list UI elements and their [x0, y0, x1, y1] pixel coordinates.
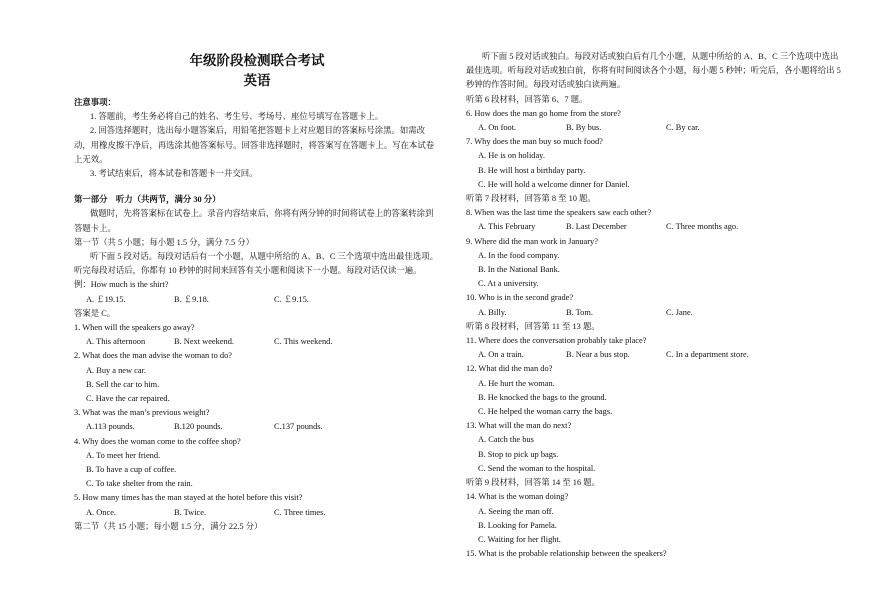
- option: A. In the food company.: [478, 250, 560, 260]
- option: B. He will host a birthday party.: [478, 165, 586, 175]
- question-1: 1. When will the speakers go away?: [74, 323, 195, 333]
- section2-instruction: 听下面 5 段对话或独白。每段对话或独白后有几个小题，从题中所给的 A、B、C 三个选项中选出最佳选项。听每段对话或独白前，你将有时间阅读各个小题，每小题 5 秒钟；听完后，各小题将给出 5 秒钟的作答时间。每段对话或独白读两遍。: [466, 52, 841, 90]
- option: C. This weekend.: [274, 337, 333, 347]
- option: B. Next weekend.: [174, 337, 235, 347]
- option: A. Billy.: [478, 307, 507, 317]
- question-8: 8. When was the last time the speakers saw each other?: [466, 208, 652, 218]
- material-6: 听第 6 段材料，回答第 6、7 题。: [466, 94, 588, 104]
- example-options: [74, 293, 440, 307]
- option: B. To have a cup of coffee.: [86, 465, 177, 475]
- question-11-options: [466, 348, 842, 362]
- option: A. On foot.: [478, 123, 517, 133]
- option: B. Tom.: [566, 307, 593, 317]
- note-item: 1. 答题前，考生务必将自己的姓名、考生号、考场号、座位号填写在答题卡上。: [90, 112, 384, 122]
- option: B. Stop to pick up bags.: [478, 449, 559, 459]
- material-9: 听第 9 段材料，回答第 14 至 16 题。: [466, 478, 600, 488]
- option: B. By bus.: [566, 123, 602, 133]
- question-6-options: [466, 121, 842, 135]
- material-8: 听第 8 段材料，回答第 11 至 13 题。: [466, 321, 600, 331]
- option: C. Have the car repaired.: [86, 394, 170, 404]
- question-1-options: [74, 335, 440, 349]
- section2-heading: 第二节（共 15 小题；每小题 1.5 分，满分 22.5 分）: [74, 521, 263, 531]
- right-column: [466, 50, 842, 561]
- option: C. At a university.: [478, 279, 539, 289]
- option: C. To take shelter from the rain.: [86, 479, 193, 489]
- option: C. Jane.: [666, 307, 693, 317]
- exam-title: 年级阶段检测联合考试: [189, 53, 325, 68]
- option: C.137 pounds.: [274, 422, 323, 432]
- option: B. ￡9.18.: [174, 294, 209, 304]
- question-11: 11. Where does the conversation probably take place?: [466, 336, 647, 346]
- question-14: 14. What is the woman doing?: [466, 492, 569, 502]
- option: C. Three months ago.: [666, 222, 739, 232]
- subject-title: 英语: [243, 73, 271, 88]
- question-6: 6. How does the man go home from the store?: [466, 108, 621, 118]
- option: A. Buy a new car.: [86, 365, 147, 375]
- option: B. Near a bus stop.: [566, 350, 630, 360]
- option: B. He knocked the bags to the ground.: [478, 392, 607, 402]
- part1-intro: 做题时，先将答案标在试卷上。录音内容结束后，你将有两分钟的时间将试卷上的答案转涂到答题卡上。: [74, 209, 434, 233]
- question-2: 2. What does the man advise the woman to do?: [74, 351, 233, 361]
- option: B. Last December: [566, 222, 627, 232]
- option: A. Seeing the man off.: [478, 506, 554, 516]
- option: A.113 pounds.: [86, 422, 135, 432]
- example-answer: 答案是 C。: [74, 308, 116, 318]
- notes-heading: 注意事项：: [74, 98, 116, 107]
- option: B. Sell the car to him.: [86, 379, 160, 389]
- option: C. Three times.: [274, 507, 326, 517]
- question-5-options: [74, 506, 440, 520]
- question-15: 15. What is the probable relationship between the speakers?: [466, 549, 667, 559]
- question-3-options: [74, 420, 440, 434]
- option: C. By car.: [666, 123, 700, 133]
- option: A. ￡19.15.: [86, 294, 126, 304]
- note-item: 3. 考试结束后，将本试卷和答题卡一并交回。: [90, 169, 258, 179]
- option: B. Twice.: [174, 507, 207, 517]
- option: A. He is on holiday.: [478, 151, 545, 161]
- section1-heading: 第一节（共 5 小题；每小题 1.5 分，满分 7.5 分）: [74, 237, 255, 247]
- option: C. In a department store.: [666, 350, 749, 360]
- option: C. He will hold a welcome dinner for Daniel.: [478, 179, 630, 189]
- option: A. This afternoon: [86, 337, 146, 347]
- question-13: 13. What will the man do next?: [466, 421, 572, 431]
- left-column: [74, 50, 440, 534]
- option: C. ￡9.15.: [274, 294, 309, 304]
- option: C. Waiting for her flight.: [478, 534, 561, 544]
- question-4: 4. Why does the woman come to the coffee shop?: [74, 436, 241, 446]
- example-question: 例：How much is the shirt?: [74, 280, 169, 290]
- option: A. Catch the bus: [478, 435, 534, 445]
- question-5: 5. How many times has the man stayed at the hotel before this visit?: [74, 493, 303, 503]
- question-12: 12. What did the man do?: [466, 364, 553, 374]
- question-10: 10. Who is in the second grade?: [466, 293, 574, 303]
- material-7: 听第 7 段材料，回答第 8 至 10 题。: [466, 194, 596, 204]
- option: A. This February: [478, 222, 536, 232]
- question-10-options: [466, 306, 842, 320]
- option: C. He helped the woman carry the bags.: [478, 407, 613, 417]
- question-3: 3. What was the man’s previous weight?: [74, 408, 210, 418]
- option: B.120 pounds.: [174, 422, 223, 432]
- option: B. Looking for Pamela.: [478, 520, 557, 530]
- question-8-options: [466, 220, 842, 234]
- option: A. On a train.: [478, 350, 524, 360]
- section1-instruction: 听下面 5 段对话。每段对话后有一个小题，从题中所给的 A、B、C 三个选项中选出最佳选项。听完每段对话后，你都有 10 秒钟的时间来回答有关小题和阅读下一小题。每段对话仅读一遍。: [74, 252, 439, 276]
- option: C. Send the woman to the hospital.: [478, 463, 596, 473]
- part1-heading: 第一部分 听力（共两节，满分 30 分）: [74, 195, 221, 205]
- option: B. In the National Bank.: [478, 265, 560, 275]
- question-9: 9. Where did the man work in January?: [466, 236, 598, 246]
- question-7: 7. Why does the man buy so much food?: [466, 137, 603, 147]
- option: A. He hurt the woman.: [478, 378, 555, 388]
- option: A. To meet her friend.: [86, 450, 161, 460]
- option: A. Once.: [86, 507, 116, 517]
- note-item: 2. 回答选择题时，选出每小题答案后，用铅笔把答题卡上对应题目的答案标号涂黑。如需改动，用橡皮擦干净后，再选涂其他答案标号。回答非选择题时，将答案写在答题卡上。写在本试卷上无效。: [74, 126, 435, 164]
